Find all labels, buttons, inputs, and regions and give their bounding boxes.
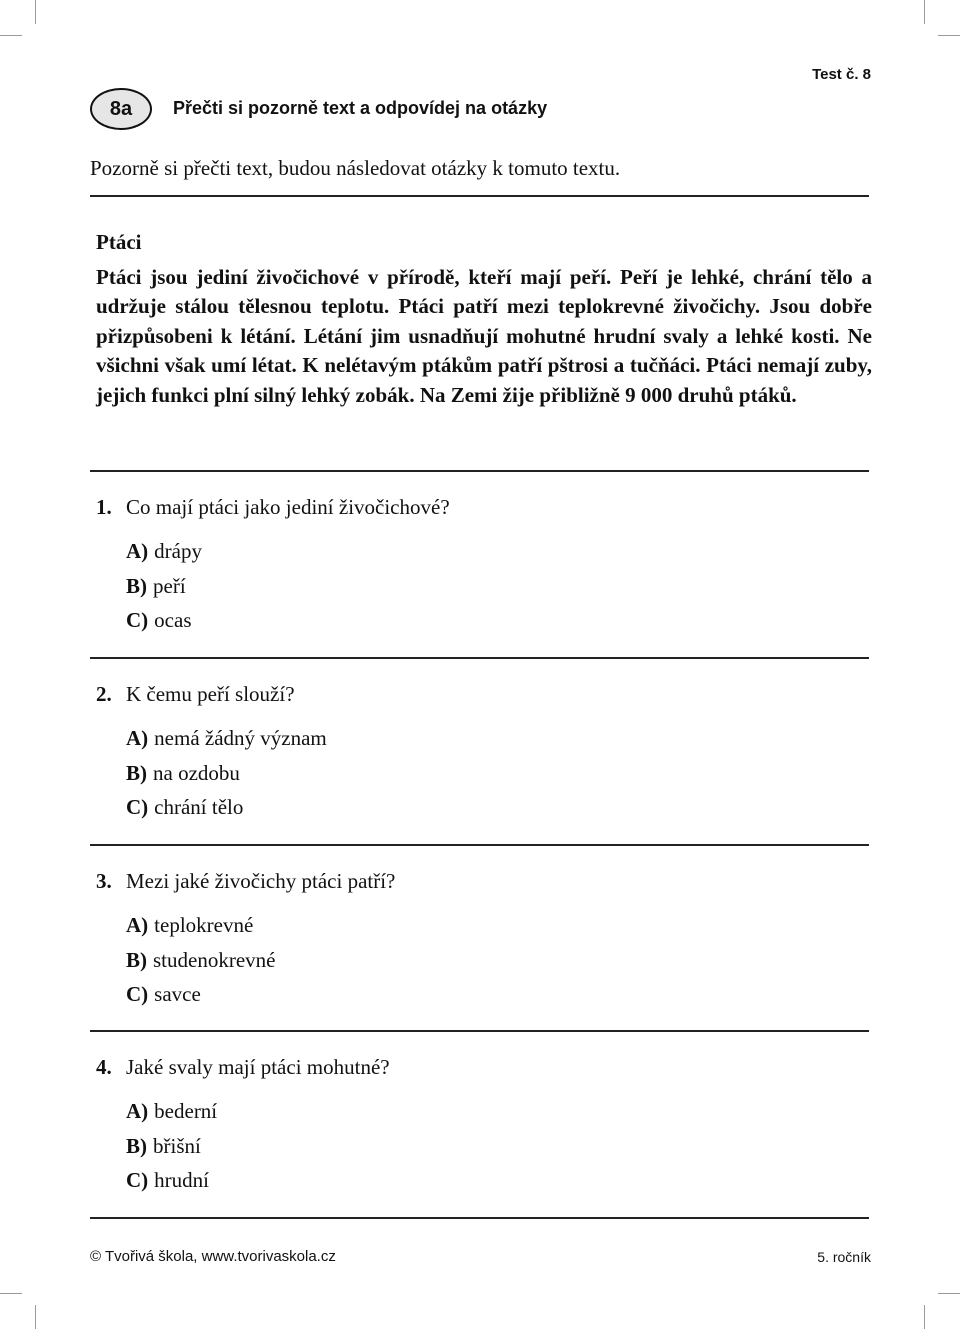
- question-number: 4.: [96, 1055, 112, 1079]
- option-c[interactable]: [126, 980, 866, 1015]
- crop-mark: [924, 0, 925, 24]
- option-letter: B): [126, 1133, 147, 1158]
- question-number: 2.: [96, 682, 112, 706]
- exercise-badge: 8a: [90, 88, 152, 130]
- crop-mark: [0, 35, 22, 36]
- passage-title: Ptáci: [96, 230, 142, 254]
- option-c[interactable]: [126, 1166, 866, 1201]
- question-1: [96, 495, 866, 641]
- footer-copyright: © Tvořivá škola, www.tvorivaskola.cz: [90, 1248, 336, 1265]
- question-text: Jaké svaly mají ptáci mohutné?: [126, 1055, 390, 1079]
- passage: [96, 228, 872, 410]
- option-text: nemá žádný význam: [154, 726, 327, 750]
- option-text: břišní: [153, 1133, 201, 1158]
- option-text: chrání tělo: [154, 795, 244, 819]
- divider: [90, 1030, 869, 1032]
- crop-mark: [35, 1305, 36, 1329]
- question-number: 1.: [96, 495, 112, 519]
- option-letter: C): [126, 1168, 149, 1192]
- crop-mark: [938, 1293, 960, 1294]
- option-b[interactable]: [126, 759, 866, 794]
- option-a[interactable]: [126, 724, 866, 759]
- option-text: savce: [154, 982, 201, 1006]
- crop-mark: [0, 1293, 22, 1294]
- crop-mark: [924, 1305, 925, 1329]
- option-text: peří: [153, 573, 186, 598]
- option-text: teplokrevné: [154, 913, 254, 937]
- option-text: drápy: [154, 539, 202, 563]
- divider: [90, 195, 869, 197]
- option-letter: A): [126, 913, 149, 937]
- option-letter: A): [126, 726, 149, 750]
- passage-body: Ptáci jsou jediní živočichové v přírodě, kteří mají peří. Peří je lehké, chrání tělo a udržuje stálou tělesnou teplotu. Ptáci patří mezi teplokrevné živočichy. Jsou dobře přizpůsobeni k létání. Létání jim usnadňují mohutné hrudní svaly a lehké kosti. Ne všichni však umí létat. K nelétavým ptákům patří pštrosi a tučňáci. Ptáci nemají zuby, jejich funkci plní silný lehký zobák. Na Zemi žije přibližně 9 000 druhů ptáků.: [96, 264, 872, 407]
- crop-mark: [35, 0, 36, 24]
- divider: [90, 470, 869, 472]
- divider: [90, 657, 869, 659]
- exercise-title: Přečti si pozorně text a odpovídej na otázky: [173, 98, 548, 118]
- divider: [90, 1217, 869, 1219]
- question-3: [96, 869, 866, 1015]
- option-letter: A): [126, 539, 149, 563]
- test-number: Test č. 8: [812, 66, 871, 83]
- option-a[interactable]: [126, 537, 866, 572]
- option-text: hrudní: [154, 1168, 209, 1192]
- option-letter: C): [126, 795, 149, 819]
- option-text: ocas: [154, 608, 192, 632]
- question-text: Mezi jaké živočichy ptáci patří?: [126, 869, 396, 893]
- option-a[interactable]: [126, 911, 866, 946]
- divider: [90, 844, 869, 846]
- question-text: Co mají ptáci jako jediní živočichové?: [126, 495, 450, 519]
- option-letter: C): [126, 608, 149, 632]
- question-4: [96, 1055, 866, 1201]
- option-letter: B): [126, 947, 147, 972]
- question-2: [96, 682, 866, 828]
- option-text: studenokrevné: [153, 947, 276, 972]
- option-text: na ozdobu: [153, 760, 240, 785]
- option-letter: B): [126, 573, 147, 598]
- option-text: bederní: [154, 1099, 218, 1123]
- option-b[interactable]: [126, 946, 866, 981]
- option-c[interactable]: [126, 793, 866, 828]
- option-letter: A): [126, 1099, 149, 1123]
- option-b[interactable]: [126, 1132, 866, 1167]
- crop-mark: [938, 35, 960, 36]
- intro-text: Pozorně si přečti text, budou následovat otázky k tomuto textu.: [90, 156, 621, 180]
- question-text: K čemu peří slouží?: [126, 682, 295, 706]
- footer-grade: 5. ročník: [817, 1249, 871, 1265]
- option-letter: C): [126, 982, 149, 1006]
- option-b[interactable]: [126, 572, 866, 607]
- option-letter: B): [126, 760, 147, 785]
- option-a[interactable]: [126, 1097, 866, 1132]
- question-number: 3.: [96, 869, 112, 893]
- option-c[interactable]: [126, 606, 866, 641]
